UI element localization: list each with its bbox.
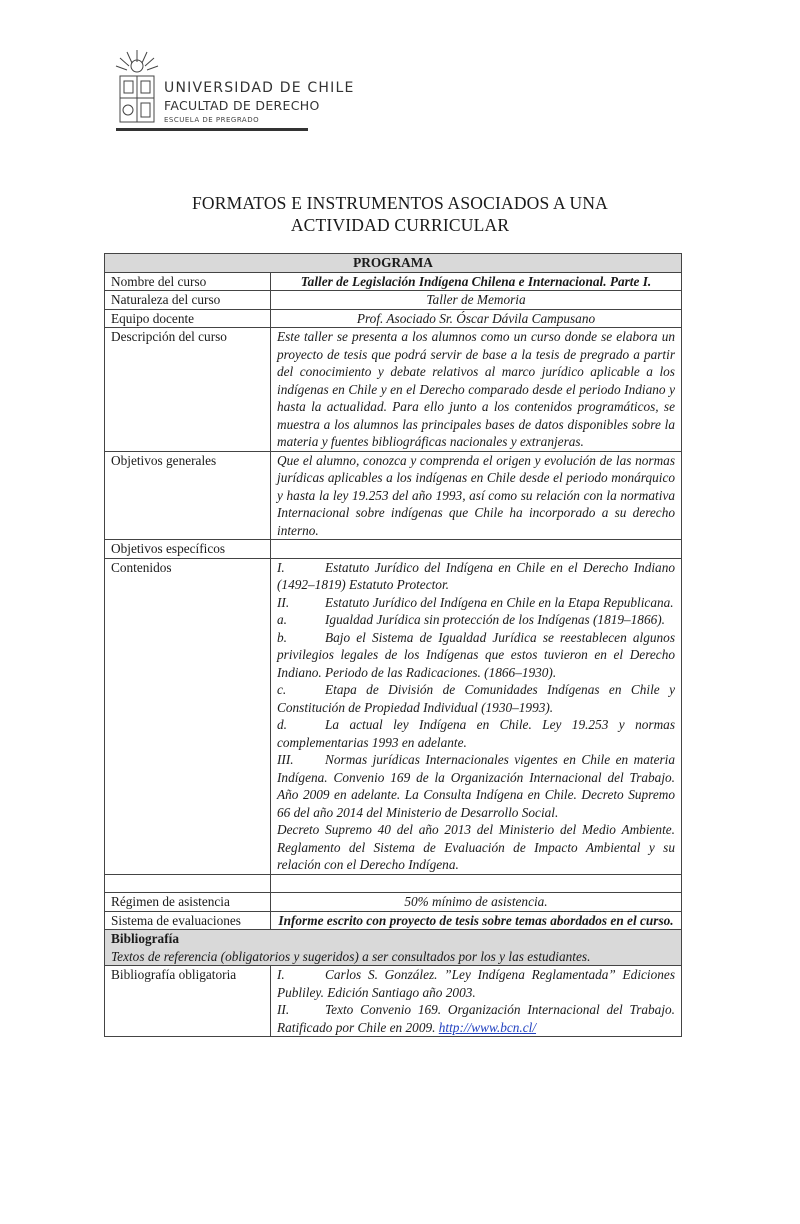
bibliografia-row [105, 930, 682, 966]
table-row [105, 272, 682, 291]
table-row [105, 451, 682, 540]
list-item: b. Bajo el Sistema de Igualdad Jurídica se reestablecen algunos privilegios legales de los Indígenas que estos tuvieron en el Derecho Indiano. Periodo de las Radicaciones. (1866–1930). [277, 629, 675, 680]
logo-divider [116, 128, 308, 131]
list-item: d. La actual ley Indígena en Chile. Ley 19.253 y normas complementarias 1993 en adelante. [277, 717, 675, 750]
list-item: II. Estatuto Jurídico del Indígena en Chile en la Etapa Republicana. [277, 594, 674, 610]
university-logo-block [108, 48, 355, 134]
objetivos-especificos-value [271, 540, 682, 559]
faculty-name: FACULTAD DE DERECHO [164, 98, 320, 113]
bcn-link[interactable]: http://www.bcn.cl/ [438, 1019, 537, 1035]
bib-obligatoria-value [271, 966, 682, 1037]
list-item: II. Texto Convenio 169. Organización Internacional del Trabajo. Ratificado por Chile en 2009. http://www.bcn.cl/ [277, 1002, 675, 1035]
bibliografia-cell [105, 930, 682, 966]
list-item: I. Estatuto Jurídico del Indígena en Chile en el Derecho Indiano (1492–1819) Estatuto Protector. [277, 559, 675, 592]
objetivos-generales-value: Que el alumno, conozca y comprenda el origen y evolución de las normas jurídicas aplicables a los indígenas en Chile desde el periodo monárquico y hasta la ley 19.253 del año 1993, así como su relación con la normativa Internacional sobre indígenas que Chile ha incorporado a su derecho interno. [271, 451, 682, 540]
table-row [105, 291, 682, 310]
program-header-row [105, 254, 682, 273]
list-item: III. Normas jurídicas Internacionales vigentes en Chile en materia Indígena. Convenio 169 de la Organización Internacional del Trabajo. Año 2009 en adelante. La Consulta Indígena en Chile. Decreto Supremo 66 del año 2014 del Ministerio de Desarrollo Social. [277, 752, 675, 820]
objetivos-generales-label: Objetivos generales [105, 451, 271, 540]
descripcion-value: Este taller se presenta a los alumnos como un curso donde se elabora un proyecto de tesis que podrá servir de base a la tesis de pregrado a partir del conocimiento y debate relativos al marco jurídico aplicable a los indígenas en Chile y en el Derecho comparado desde el periodo Indiano y hasta la actualidad. Para ello junto a los contenidos programáticos, se muestra a los alumnos las principales bases de datos disponibles sobre la materia y fuentes bibliográficas nacionales y extranjeras. [271, 328, 682, 452]
bibliografia-heading: Bibliografía [111, 931, 179, 946]
university-name: UNIVERSIDAD DE CHILE [164, 80, 355, 96]
table-row-empty [105, 874, 682, 893]
table-row [105, 540, 682, 559]
bib-obligatoria-label: Bibliografía obligatoria [105, 966, 271, 1037]
naturaleza-label: Naturaleza del curso [105, 291, 271, 310]
regimen-label: Régimen de asistencia [105, 893, 271, 912]
empty-cell [271, 874, 682, 893]
bibliografia-subtext: Textos de referencia (obligatorios y sugeridos) a ser consultados por los y las estudiantes. [111, 948, 591, 964]
list-item: a. Igualdad Jurídica sin protección de los Indígenas (1819–1866). [277, 612, 666, 627]
table-row [105, 893, 682, 912]
table-row [105, 966, 682, 1037]
program-table [104, 253, 682, 1037]
list-item: c. Etapa de División de Comunidades Indígenas en Chile y Constitución de Propiedad Individual (1930–1993). [277, 682, 675, 715]
equipo-value: Prof. Asociado Sr. Óscar Dávila Campusano [271, 309, 682, 328]
list-item: I. Carlos S. González. ”Ley Indígena Reglamentada” Ediciones Publiley. Edición Santiago año 2003. [277, 967, 675, 1000]
table-row [105, 328, 682, 452]
empty-cell [105, 874, 271, 893]
program-heading: PROGRAMA [105, 254, 682, 273]
school-name: ESCUELA DE PREGRADO [164, 116, 260, 124]
title-line-1: FORMATOS E INSTRUMENTOS ASOCIADOS A UNA [191, 193, 609, 213]
contenidos-label: Contenidos [105, 558, 271, 874]
university-seal-icon [112, 48, 162, 128]
equipo-label: Equipo docente [105, 309, 271, 328]
naturaleza-value: Taller de Memoria [271, 291, 682, 310]
sistema-label: Sistema de evaluaciones [105, 911, 271, 930]
table-row [105, 309, 682, 328]
descripcion-label: Descripción del curso [105, 328, 271, 452]
objetivos-especificos-label: Objetivos específicos [105, 540, 271, 559]
nombre-label: Nombre del curso [105, 272, 271, 291]
regimen-value: 50% mínimo de asistencia. [271, 893, 682, 912]
list-item: Decreto Supremo 40 del año 2013 del Ministerio del Medio Ambiente. Reglamento del Sistema de Evaluación de Impacto Ambiental y su relación con el Derecho Indígena. [277, 822, 675, 872]
contenidos-value [271, 558, 682, 874]
nombre-value: Taller de Legislación Indígena Chilena e Internacional. Parte I. [271, 272, 682, 291]
table-row [105, 911, 682, 930]
document-title [100, 192, 700, 236]
title-line-2: ACTIVIDAD CURRICULAR [290, 215, 510, 235]
table-row [105, 558, 682, 874]
sistema-value: Informe escrito con proyecto de tesis sobre temas abordados en el curso. [271, 911, 682, 930]
